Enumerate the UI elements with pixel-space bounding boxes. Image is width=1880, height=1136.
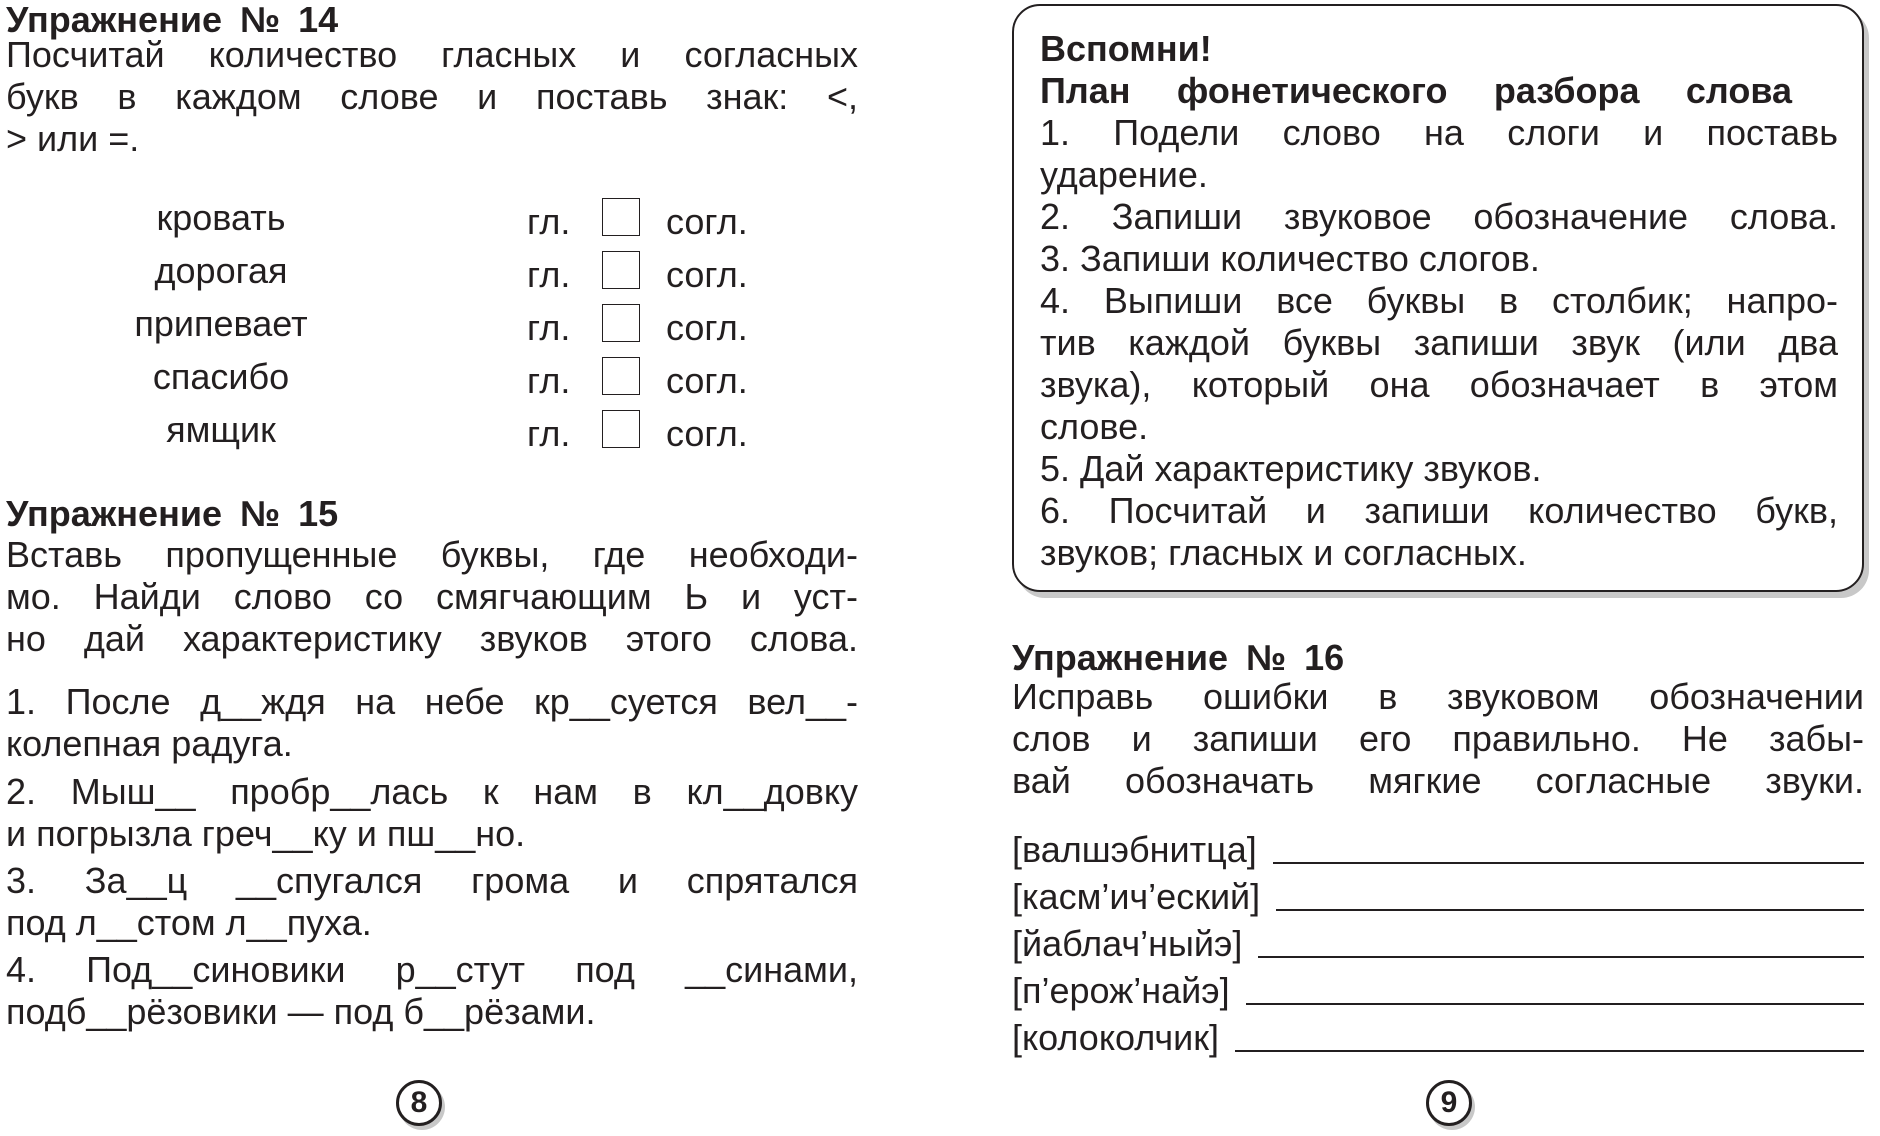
exercise-15-instruction xyxy=(6,534,858,660)
reminder-line: 2. Запиши звуковое обозначение слова. xyxy=(1040,196,1838,237)
instruction-line: букв в каждом слове и поставь знак: <, xyxy=(6,76,858,117)
reminder-line: звуков; гласных и согласных. xyxy=(1040,532,1527,573)
comparison-sign-box[interactable] xyxy=(602,251,640,289)
reminder-content xyxy=(1040,28,1838,574)
comparison-sign-box[interactable] xyxy=(602,198,640,236)
comparison-row-pripevaet xyxy=(6,304,858,357)
vowel-label: гл. xyxy=(527,307,571,348)
item-line: подб__рёзовики — под б__рёзами. xyxy=(6,991,596,1032)
transcription-row xyxy=(1012,1016,1864,1064)
vowel-label: гл. xyxy=(527,360,571,401)
exercise-16-title: Упражнение № 16 xyxy=(1012,637,1345,678)
word-label: ямщик xyxy=(166,409,276,450)
transcription-word: [п’ерож’найэ] xyxy=(1012,969,1246,1013)
reminder-line: 3. Запиши количество слогов. xyxy=(1040,238,1540,279)
comparison-row-krovat xyxy=(6,198,858,251)
comparison-row-dorogaya xyxy=(6,251,858,304)
word-label: кровать xyxy=(156,197,286,238)
reminder-line: 1. Подели слово на слоги и поставь xyxy=(1040,112,1838,153)
instruction-line: Исправь ошибки в звуковом обозначении xyxy=(1012,676,1864,717)
comparison-row-spasibo xyxy=(6,357,858,410)
transcription-row xyxy=(1012,828,1864,876)
comparison-row-yamschik xyxy=(6,410,858,463)
reminder-heading: Вспомни! xyxy=(1040,28,1212,69)
comparison-sign-box[interactable] xyxy=(602,304,640,342)
item-line: 2. Мыш__ пробр__лась к нам в кл__довку xyxy=(6,771,858,812)
consonant-label: согл. xyxy=(666,254,748,295)
instruction-line: Посчитай количество гласных и согласных xyxy=(6,34,858,75)
instruction-line: но дай характеристику звуков этого слова. xyxy=(6,618,858,659)
exercise-15-item-3 xyxy=(6,860,858,944)
word-label: дорогая xyxy=(154,250,288,291)
instruction-line: слов и запиши его правильно. Не забы- xyxy=(1012,718,1864,759)
page-number: 9 xyxy=(1426,1080,1472,1126)
vowel-label: гл. xyxy=(527,413,571,454)
word-label: спасибо xyxy=(152,356,290,397)
exercise-15-item-1 xyxy=(6,681,858,765)
consonant-label: согл. xyxy=(666,307,748,348)
left-page xyxy=(6,0,858,1136)
transcription-row xyxy=(1012,922,1864,970)
exercise-15-item-4 xyxy=(6,949,858,1033)
item-line: 4. Под__синовики р__стут под __синами, xyxy=(6,949,858,990)
exercise-15-title: Упражнение № 15 xyxy=(6,493,339,534)
consonant-label: согл. xyxy=(666,413,748,454)
vowel-label: гл. xyxy=(527,201,571,242)
comparison-sign-box[interactable] xyxy=(602,410,640,448)
transcription-word: [касм’ич’еский] xyxy=(1012,875,1276,919)
instruction-line: > или =. xyxy=(6,118,140,159)
comparison-sign-box[interactable] xyxy=(602,357,640,395)
consonant-label: согл. xyxy=(666,360,748,401)
item-line: под л__стом л__пуха. xyxy=(6,902,372,943)
reminder-line: 5. Дай характеристику звуков. xyxy=(1040,448,1542,489)
instruction-line: мо. Найди слово со смягчающим Ь и уст- xyxy=(6,576,858,617)
exercise-15-item-2 xyxy=(6,771,858,855)
reminder-line: ударение. xyxy=(1040,154,1208,195)
word-label: припевает xyxy=(134,303,308,344)
item-line: и погрызла греч__ку и пш__но. xyxy=(6,813,526,854)
reminder-line: звука), который она обозначает в этом xyxy=(1040,364,1838,405)
transcription-row xyxy=(1012,875,1864,923)
reminder-subheading: План фонетического разбора слова xyxy=(1040,70,1792,111)
item-line: 3. За__ц __спугался грома и спрятался xyxy=(6,860,858,901)
consonant-label: согл. xyxy=(666,201,748,242)
reminder-line: тив каждой буквы запиши звук (или два xyxy=(1040,322,1838,363)
transcription-row xyxy=(1012,969,1864,1017)
instruction-line: Вставь пропущенные буквы, где необходи- xyxy=(6,534,858,575)
reminder-line: 6. Посчитай и запиши количество букв, xyxy=(1040,490,1838,531)
exercise-14-title: Упражнение № 14 xyxy=(6,0,339,40)
item-line: колепная радуга. xyxy=(6,723,293,764)
item-line: 1. После д__ждя на небе кр__суется вел__- xyxy=(6,681,858,722)
reminder-line: слове. xyxy=(1040,406,1149,447)
exercise-14-instruction xyxy=(6,34,858,160)
reminder-box xyxy=(1012,4,1864,592)
page-number: 8 xyxy=(396,1080,442,1126)
transcription-word: [валшэбнитца] xyxy=(1012,828,1273,872)
transcription-word: [йаблач’ныйэ] xyxy=(1012,922,1258,966)
transcription-word: [колоколчик] xyxy=(1012,1016,1235,1060)
exercise-16-instruction xyxy=(1012,676,1864,802)
instruction-line: вай обозначать мягкие согласные звуки. xyxy=(1012,760,1864,801)
reminder-line: 4. Выпиши все буквы в столбик; напро- xyxy=(1040,280,1838,321)
right-page xyxy=(1012,0,1864,1136)
vowel-label: гл. xyxy=(527,254,571,295)
